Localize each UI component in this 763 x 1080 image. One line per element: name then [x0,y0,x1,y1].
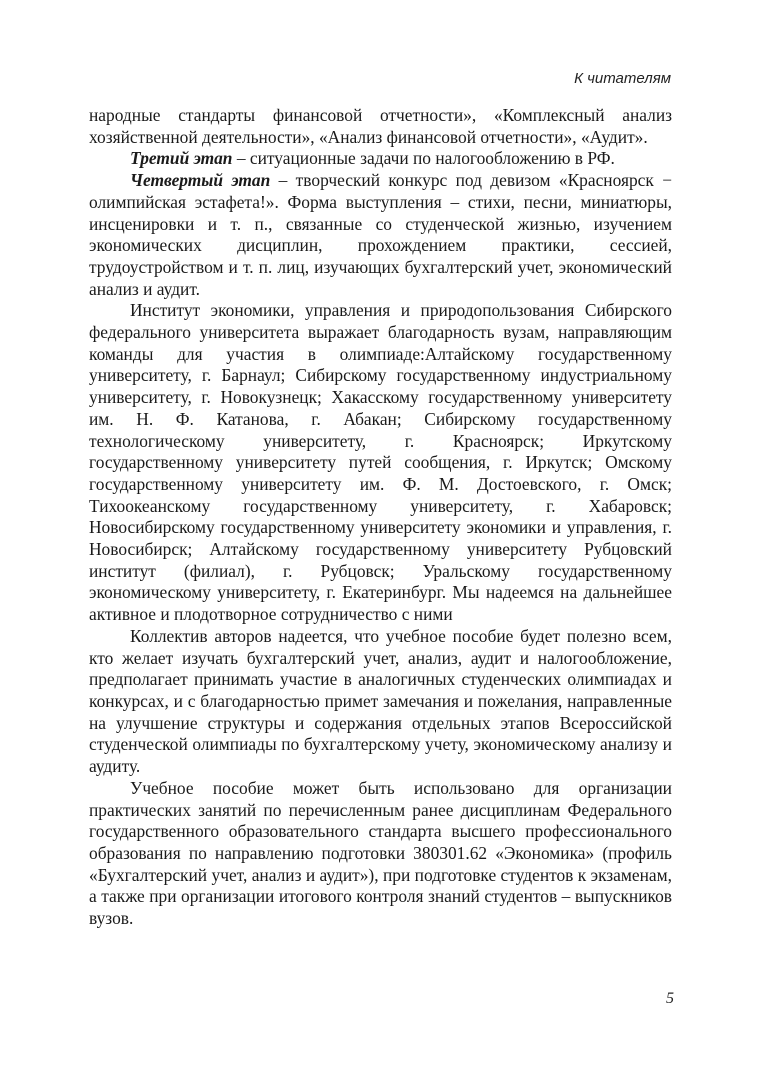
paragraph-gratitude: Институт экономики, управления и природопользования Сибирского федерального университета выражает благодарность вузам, направляющим команды для участия в олимпиаде:Алтайскому государственному университету, г. Барнаул; Сибирскому государственному индустриальному университету, г. Новокузнецк; Хакасскому государственному университету им. Н. Ф. Катанова, г. Абакан; Сибирскому государственному технологическому университету, г. Красноярск; Иркутскому государственному университету путей сообщения, г. Иркутск; Омскому государственному университету им. Ф. М. Достоевского, г. Омск; Тихоокеанскому государственному университету, г. Хабаровск; Новосибирскому государственному университету экономики и управления, г. Новосибирск; Алтайскому государственному университету Рубцовский институт (филиал), г. Рубцовск; Уральскому государственному экономическому университету, г. Екатеринбург. Мы надеемся на дальнейшее активное и плодотворное сотрудничество с ними [89,300,672,625]
paragraph-continuation: народные стандарты финансовой отчетности», «Комплексный анализ хозяйственной деятельности», «Анализ финансовой отчетности», «Аудит». [89,105,672,147]
body-text [89,105,672,930]
term-third-stage: Третий этап [130,148,233,169]
running-title: К читателям [574,70,671,87]
third-stage-text: – ситуационные задачи по налогообложению в РФ. [232,148,615,169]
paragraph-usage: Учебное пособие может быть использовано для организации практических занятий по перечисленным ранее дисциплинам Федерального государственного образовательного стандарта высшего профессионального образования по направлению подготовки 380301.62 «Экономика» (профиль «Бухгалтерский учет, анализ и аудит»), при подготовке студентов к экзаменам, а также при организации итогового контроля знаний студентов – выпускников вузов. [89,777,672,929]
paragraph-fourth-stage [89,170,672,300]
page-number: 5 [666,990,674,1007]
paragraph-third-stage [89,148,672,170]
fourth-stage-text: – творческий конкурс под девизом «Красноярск − олимпийская эстафета!». Форма выступления – стихи, песни, миниатюры, инсценировки и т. п., связанные со студенческой жизнью, изучением экономических дисциплин, прохождением практики, сессией, трудоустройством и т. п. лиц, изучающих бухгалтерский учет, экономический анализ и аудит. [89,170,672,299]
term-fourth-stage: Четвертый этап [130,170,271,191]
paragraph-authors: Коллектив авторов надеется, что учебное пособие будет полезно всем, кто желает изучать бухгалтерский учет, анализ, аудит и налогообложение, предполагает принимать участие в аналогичных студенческих олимпиадах и конкурсах, и с благодарностью примет замечания и пожелания, направленные на улучшение структуры и содержания отдельных этапов Всероссийской студенческой олимпиады по бухгалтерскому учету, экономическому анализу и аудиту. [89,625,672,777]
